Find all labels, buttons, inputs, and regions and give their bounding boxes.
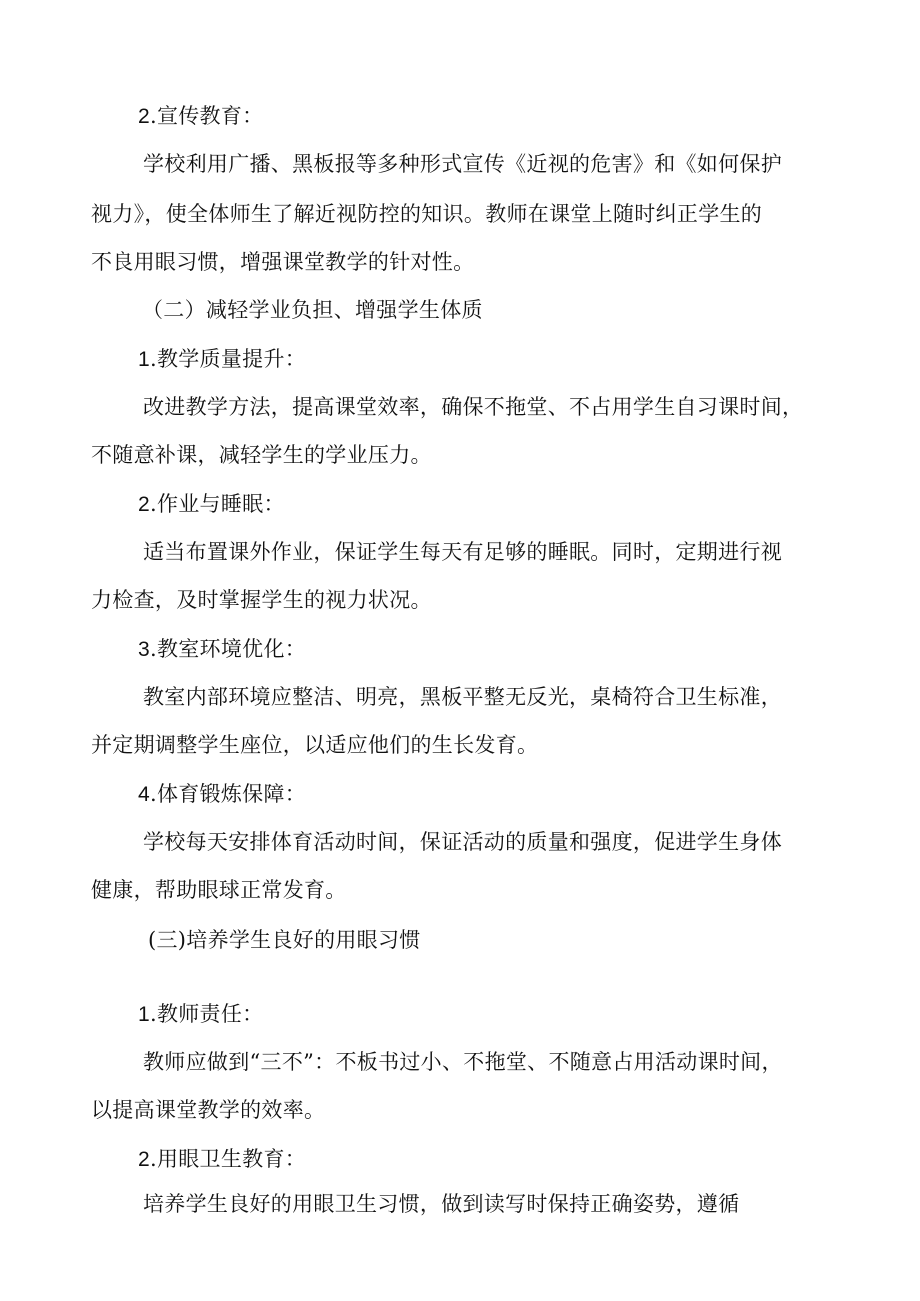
item-number: 2 bbox=[138, 493, 150, 516]
item-number: 1 bbox=[138, 348, 150, 371]
item-heading-teacher-responsibility bbox=[138, 1000, 263, 1029]
item-title: .教学质量提升： bbox=[149, 347, 307, 371]
section-title-part3: (三)培养学生良好的用眼习惯 bbox=[148, 928, 421, 952]
item-number: 4 bbox=[138, 783, 150, 806]
item-title: .教室环境优化： bbox=[149, 637, 307, 661]
paragraph-line: 视力》，使全体师生了解近视防控的知识。教师在课堂上随时纠正学生的 bbox=[91, 202, 763, 226]
heading-publicity-education bbox=[138, 102, 263, 131]
item-title: .作业与睡眠： bbox=[149, 492, 285, 516]
item-heading-classroom-environment bbox=[138, 635, 306, 664]
item-heading-teaching-quality bbox=[138, 345, 306, 374]
paragraph-line: 健康，帮助眼球正常发育。 bbox=[91, 878, 347, 902]
heading-number: 2 bbox=[138, 105, 150, 128]
paragraph-line: 学校每天安排体育活动时间，保证活动的质量和强度，促进学生身体 bbox=[143, 830, 782, 854]
item-heading-eye-hygiene bbox=[138, 1145, 306, 1174]
paragraph-line: 并定期调整学生座位，以适应他们的生长发育。 bbox=[91, 733, 539, 757]
item-heading-physical-exercise bbox=[138, 780, 306, 809]
item-heading-homework-sleep bbox=[138, 490, 285, 519]
item-number: 3 bbox=[138, 638, 150, 661]
item-title: .体育锻炼保障： bbox=[149, 782, 307, 806]
item-number: 2 bbox=[138, 1148, 150, 1171]
paragraph-line: 不随意补课，减轻学生的学业压力。 bbox=[91, 443, 432, 467]
paragraph-line: 适当布置课外作业，保证学生每天有足够的睡眠。同时，定期进行视 bbox=[143, 540, 782, 564]
paragraph-line: 力检查，及时掌握学生的视力状况。 bbox=[91, 588, 432, 612]
paragraph-line: 教室内部环境应整洁、明亮，黑板平整无反光，桌椅符合卫生标准， bbox=[143, 685, 782, 709]
paragraph-line: 不良用眼习惯，增强课堂教学的针对性。 bbox=[91, 250, 475, 274]
item-title: .教师责任： bbox=[149, 1002, 264, 1026]
item-title: .用眼卫生教育： bbox=[149, 1147, 307, 1171]
item-number: 1 bbox=[138, 1003, 150, 1026]
paragraph-line: 改进教学方法，提高课堂效率，确保不拖堂、不占用学生自习课时间， bbox=[143, 395, 804, 419]
section-title-part2: （二）减轻学业负担、增强学生体质 bbox=[142, 298, 483, 322]
paragraph-line: 教师应做到“三不”：不板书过小、不拖堂、不随意占用活动课时间， bbox=[143, 1050, 783, 1074]
paragraph-line: 培养学生良好的用眼卫生习惯，做到读写时保持正确姿势，遵循 bbox=[143, 1192, 740, 1216]
heading-text: .宣传教育： bbox=[149, 104, 264, 128]
paragraph-line: 学校利用广播、黑板报等多种形式宣传《近视的危害》和《如何保护 bbox=[143, 152, 782, 176]
paragraph-line: 以提高课堂教学的效率。 bbox=[91, 1098, 326, 1122]
